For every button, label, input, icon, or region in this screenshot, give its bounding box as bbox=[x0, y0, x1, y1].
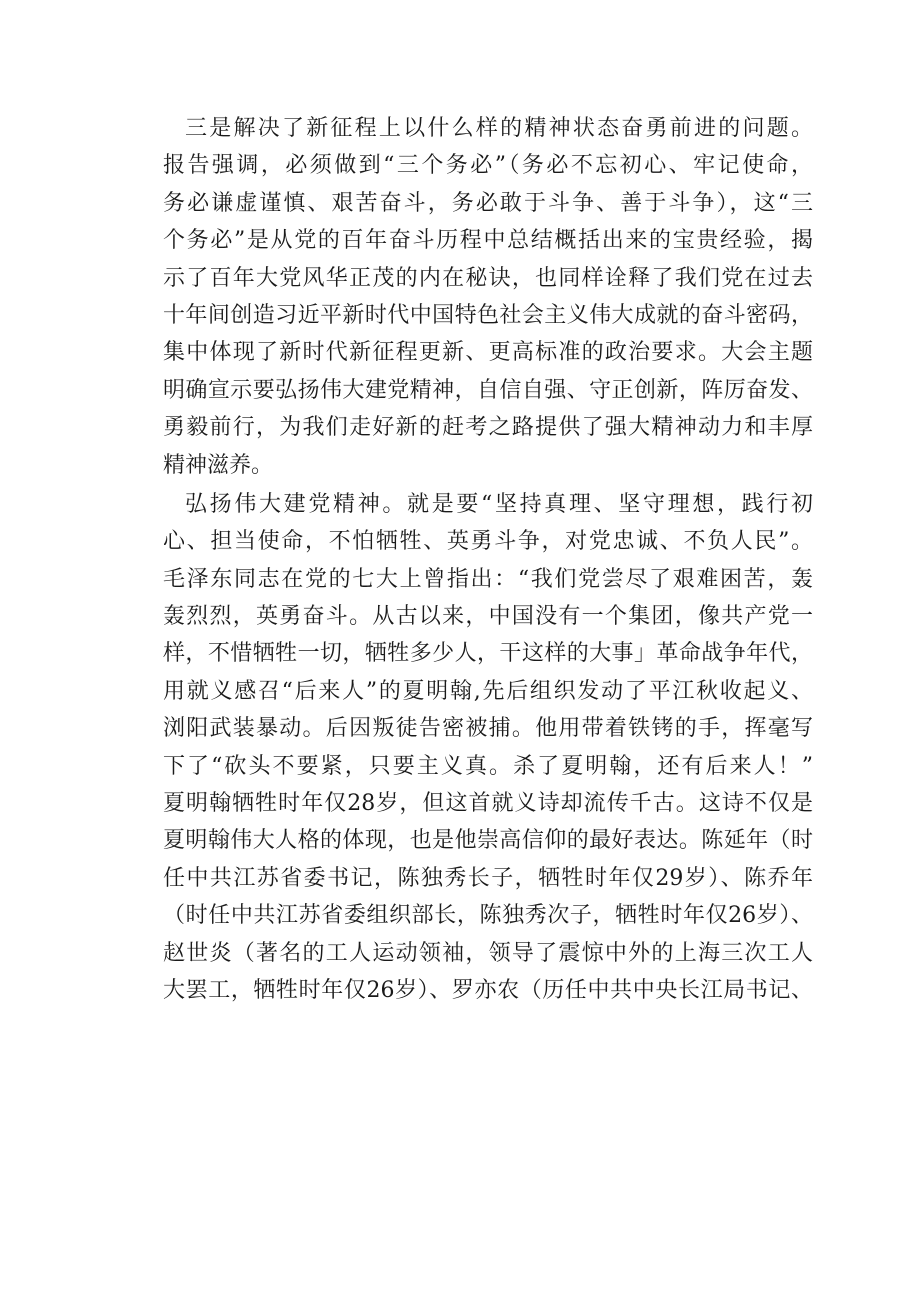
text-line: 明确宣示要弘扬伟大建党精神，自信自强、守正创新，阵厉奋发、 bbox=[163, 377, 813, 403]
text-line: 夏明翰牺牲时年仅28岁，但这首就义诗却流传千古。这诗不仅是 bbox=[163, 791, 813, 817]
paragraph bbox=[163, 110, 813, 484]
text-line: 毛泽东同志在党的七大上曾指出：“我们党尝尽了艰难困苦，轰 bbox=[163, 566, 813, 592]
text-line: 浏阳武装暴动。后因叛徒告密被捕。他用带着铁铐的手，挥毫写 bbox=[163, 716, 813, 742]
text-line: 赵世炎（著名的工人运动领袖，领导了震惊中外的上海三次工人 bbox=[163, 940, 813, 966]
text-line: 三是解决了新征程上以什么样的精神状态奋勇前进的问题。 bbox=[185, 116, 813, 141]
text-line: 弘扬伟大建党精神。就是要“坚持真理、坚守理想，践行初 bbox=[185, 491, 813, 517]
text-line: 夏明翰伟大人格的体现，也是他崇高信仰的最好表达。陈延年（时 bbox=[163, 828, 813, 854]
text-line: 十年间创造习近平新时代中国特色社会主义伟大成就的奋斗密码， bbox=[163, 302, 813, 328]
text-line: 个务必”是从党的百年奋斗历程中总结概括出来的宝贵经验，揭 bbox=[163, 228, 813, 254]
paragraph bbox=[163, 486, 813, 1009]
text-line: 精神滋养。 bbox=[163, 452, 274, 478]
text-line: 下了“砍头不要紧，只要主义真。杀了夏明翰，还有后来人！” bbox=[163, 753, 813, 779]
text-line: 任中共江苏省委书记，陈独秀长子，牺牲时年仅29岁）、陈乔年 bbox=[163, 865, 813, 891]
text-line: 务必谦虚谨慎、艰苦奋斗，务必敢于斗争、善于斗争），这“三 bbox=[163, 190, 813, 216]
text-line: 大罢工，牺牲时年仅26岁）、罗亦农（历任中共中央长江局书记、 bbox=[163, 977, 813, 1003]
text-line: 报告强调，必须做到“三个务必”（务必不忘初心、牢记使命， bbox=[163, 153, 813, 179]
text-line: 用就义感召“后来人”的夏明翰,先后组织发动了平江秋收起义、 bbox=[163, 678, 813, 704]
text-line: 勇毅前行，为我们走好新的赶考之路提供了强大精神动力和丰厚 bbox=[163, 415, 813, 441]
text-line: 样，不惜牺牲一切，牺牲多少人，干这样的大事」革命战争年代， bbox=[163, 641, 813, 667]
text-line: 集中体现了新时代新征程更新、更高标准的政治要求。大会主题 bbox=[163, 340, 813, 366]
text-line: 示了百年大党风华正茂的内在秘诀，也同样诠释了我们党在过去 bbox=[163, 265, 813, 291]
text-line: （时任中共江苏省委组织部长，陈独秀次子，牺牲时年仅26岁）、 bbox=[163, 903, 813, 929]
text-line: 轰烈烈，英勇奋斗。从古以来，中国没有一个集团，像共产党一 bbox=[163, 604, 813, 630]
text-line: 心、担当使命，不怕牺牲、英勇斗争，对党忠诚、不负人民”。 bbox=[163, 529, 813, 555]
body-text bbox=[163, 110, 813, 1009]
